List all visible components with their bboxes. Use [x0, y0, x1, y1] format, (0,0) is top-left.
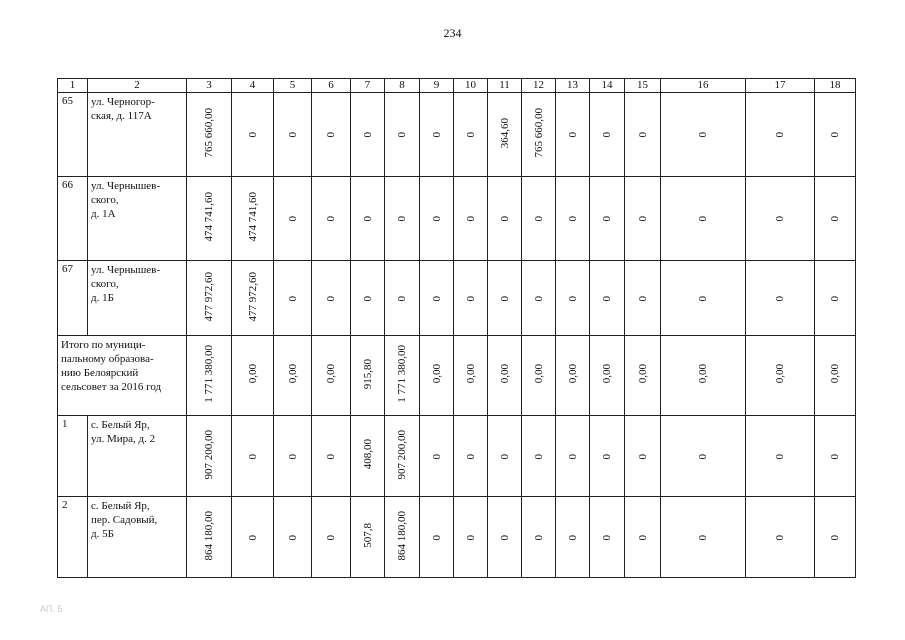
cell-value: 0,00 — [498, 364, 511, 384]
cell-value: 0 — [246, 534, 259, 540]
cell-value: 0 — [636, 132, 649, 138]
table-cell — [661, 177, 746, 261]
cell-value: 0 — [774, 132, 786, 138]
table-cell — [420, 261, 454, 336]
table-cell — [661, 261, 746, 336]
table-cell — [556, 177, 590, 261]
table-cell — [590, 261, 625, 336]
table-cell — [522, 336, 556, 416]
table-cell — [232, 336, 274, 416]
table-cell — [625, 177, 661, 261]
header-row — [58, 79, 856, 93]
data-table — [57, 78, 856, 578]
column-header: 17 — [746, 79, 815, 93]
cell-value: 0 — [286, 534, 299, 540]
total-row — [58, 336, 856, 416]
table-cell — [454, 336, 488, 416]
cell-value: 765 660,00 — [532, 108, 545, 158]
table-cell — [746, 177, 815, 261]
cell-value: 0 — [829, 295, 841, 301]
table-cell — [312, 93, 351, 177]
cell-value: 0 — [286, 295, 299, 301]
table-cell — [488, 416, 522, 497]
table-cell — [187, 177, 232, 261]
cell-value: 864 180,00 — [396, 510, 408, 561]
table-cell — [522, 177, 556, 261]
cell-value: 0 — [325, 534, 337, 540]
table-cell — [556, 93, 590, 177]
cell-value: 0 — [430, 132, 443, 138]
cell-value: 0 — [601, 216, 613, 222]
cell-value: 0,00 — [566, 364, 579, 384]
cell-value: 1 771 380,00 — [203, 345, 215, 403]
table-cell — [590, 336, 625, 416]
cell-value: 0 — [566, 453, 579, 459]
column-header: 6 — [312, 79, 351, 93]
column-header: 8 — [385, 79, 420, 93]
table-cell — [746, 261, 815, 336]
cell-value: 477 972,60 — [203, 271, 215, 322]
cell-value: 0 — [430, 534, 443, 540]
column-header: 14 — [590, 79, 625, 93]
cell-value: 907 200,00 — [203, 429, 215, 480]
column-header: 16 — [661, 79, 746, 93]
cell-value: 0 — [774, 534, 786, 540]
column-header: 4 — [232, 79, 274, 93]
cell-value: 0,00 — [464, 364, 477, 384]
cell-value: 0 — [601, 534, 613, 540]
table-cell — [232, 497, 274, 578]
cell-value: 0,00 — [325, 364, 337, 384]
cell-value: 0 — [361, 295, 374, 301]
table-cell — [522, 93, 556, 177]
table-cell — [815, 497, 856, 578]
column-header: 9 — [420, 79, 454, 93]
cell-value: 474 741,60 — [246, 192, 259, 242]
cell-value: 0 — [566, 132, 579, 138]
table-cell — [274, 177, 312, 261]
table-cell — [274, 416, 312, 497]
cell-value: 0 — [697, 453, 709, 459]
column-header: 2 — [88, 79, 187, 93]
table-cell — [522, 497, 556, 578]
table-cell — [454, 497, 488, 578]
cell-value: 0 — [532, 453, 545, 459]
column-header: 18 — [815, 79, 856, 93]
cell-value: 0,00 — [774, 364, 786, 384]
cell-value: 0 — [829, 216, 841, 222]
row-number: 67 — [58, 261, 88, 336]
table-cell — [351, 261, 385, 336]
cell-value: 0 — [566, 216, 579, 222]
table-cell — [187, 416, 232, 497]
row-number: 66 — [58, 177, 88, 261]
table-cell — [590, 497, 625, 578]
total-label: Итого по муници- пальному образова- нию Белоярский сельсовет за 2016 год — [58, 336, 187, 416]
cell-value: 474 741,60 — [203, 192, 215, 242]
table-cell — [351, 416, 385, 497]
column-header: 15 — [625, 79, 661, 93]
table-cell — [351, 93, 385, 177]
column-header: 1 — [58, 79, 88, 93]
column-header: 12 — [522, 79, 556, 93]
cell-value: 0,00 — [246, 364, 259, 384]
cell-value: 0 — [498, 534, 511, 540]
row-number: 1 — [58, 416, 88, 497]
cell-value: 0 — [697, 534, 709, 540]
column-header: 5 — [274, 79, 312, 93]
cell-value: 0,00 — [532, 364, 545, 384]
cell-value: 0 — [636, 453, 649, 459]
table-cell — [385, 93, 420, 177]
table-cell — [815, 177, 856, 261]
table-cell — [590, 93, 625, 177]
cell-value: 0 — [774, 295, 786, 301]
cell-value: 0 — [464, 216, 477, 222]
cell-value: 0 — [566, 295, 579, 301]
table-cell — [661, 93, 746, 177]
table-cell — [556, 336, 590, 416]
row-number: 2 — [58, 497, 88, 578]
cell-value: 0 — [829, 453, 841, 459]
table-cell — [625, 261, 661, 336]
table-cell — [454, 177, 488, 261]
cell-value: 0,00 — [430, 364, 443, 384]
cell-value: 0 — [325, 295, 337, 301]
table-cell — [625, 93, 661, 177]
cell-value: 864 180,00 — [203, 510, 215, 561]
address-cell: ул. Чернышев- ского, д. 1Б — [88, 261, 187, 336]
cell-value: 0 — [361, 216, 374, 222]
cell-value: 0 — [286, 453, 299, 459]
cell-value: 0 — [601, 453, 613, 459]
table-cell — [454, 261, 488, 336]
table-cell — [522, 416, 556, 497]
table-cell — [815, 93, 856, 177]
cell-value: 0 — [246, 132, 259, 138]
table-cell — [312, 261, 351, 336]
cell-value: 0 — [361, 132, 374, 138]
table-cell — [746, 497, 815, 578]
cell-value: 0 — [430, 216, 443, 222]
cell-value: 765 660,00 — [203, 108, 215, 158]
table-cell — [232, 177, 274, 261]
table-cell — [274, 93, 312, 177]
page-number: 234 — [443, 26, 462, 40]
address-cell: ул. Чернышев- ского, д. 1А — [88, 177, 187, 261]
table-cell — [488, 261, 522, 336]
table-cell — [625, 416, 661, 497]
cell-value: 0 — [498, 216, 511, 222]
cell-value: 507,8 — [361, 523, 374, 548]
cell-value: 0 — [396, 295, 408, 301]
table-cell — [420, 336, 454, 416]
table-cell — [488, 93, 522, 177]
cell-value: 0 — [325, 453, 337, 459]
cell-value: 0 — [286, 216, 299, 222]
cell-value: 0,00 — [829, 364, 841, 384]
table-cell — [661, 497, 746, 578]
table-cell — [815, 336, 856, 416]
row-number: 65 — [58, 93, 88, 177]
table-cell — [274, 336, 312, 416]
table-cell — [556, 416, 590, 497]
cell-value: 0 — [532, 534, 545, 540]
cell-value: 0 — [601, 295, 613, 301]
cell-value: 0,00 — [697, 364, 709, 384]
cell-value: 0 — [464, 295, 477, 301]
table-cell — [232, 93, 274, 177]
table-cell — [556, 497, 590, 578]
cell-value: 0 — [697, 216, 709, 222]
cell-value: 0 — [566, 534, 579, 540]
column-header: 11 — [488, 79, 522, 93]
cell-value: 0 — [396, 216, 408, 222]
table-cell — [661, 416, 746, 497]
table-cell — [274, 497, 312, 578]
table-cell — [815, 416, 856, 497]
table-row — [58, 93, 856, 177]
table-cell — [488, 177, 522, 261]
cell-value: 0 — [636, 216, 649, 222]
cell-value: 0 — [601, 132, 613, 138]
cell-value: 0 — [829, 534, 841, 540]
table-cell — [187, 497, 232, 578]
cell-value: 915,80 — [361, 358, 374, 390]
cell-value: 0,00 — [601, 364, 613, 384]
table-cell — [488, 497, 522, 578]
cell-value: 0 — [396, 132, 408, 138]
cell-value: 0 — [325, 216, 337, 222]
table-cell — [385, 177, 420, 261]
table-cell — [385, 336, 420, 416]
address-cell: с. Белый Яр, ул. Мира, д. 2 — [88, 416, 187, 497]
cell-value: 0,00 — [636, 364, 649, 384]
table-cell — [454, 93, 488, 177]
cell-value: 0 — [286, 132, 299, 138]
table-row — [58, 261, 856, 336]
cell-value: 0 — [464, 132, 477, 138]
table-cell — [187, 261, 232, 336]
table-cell — [522, 261, 556, 336]
table-row — [58, 416, 856, 497]
table-cell — [420, 177, 454, 261]
table-cell — [488, 336, 522, 416]
table-cell — [312, 336, 351, 416]
table-row — [58, 497, 856, 578]
cell-value: 0 — [829, 132, 841, 138]
cell-value: 0 — [532, 216, 545, 222]
table-row — [58, 177, 856, 261]
cell-value: 0,00 — [286, 364, 299, 384]
cell-value: 0 — [532, 295, 545, 301]
table-cell — [274, 261, 312, 336]
cell-value: 1 771 380,00 — [396, 345, 408, 403]
table-cell — [590, 177, 625, 261]
table-cell — [420, 93, 454, 177]
cell-value: 0 — [464, 453, 477, 459]
table-cell — [312, 497, 351, 578]
table-cell — [187, 93, 232, 177]
column-header: 13 — [556, 79, 590, 93]
table-cell — [385, 261, 420, 336]
cell-value: 0 — [697, 132, 709, 138]
cell-value: 0 — [498, 295, 511, 301]
cell-value: 0 — [498, 453, 511, 459]
table-cell — [815, 261, 856, 336]
table-cell — [385, 416, 420, 497]
table-cell — [187, 336, 232, 416]
table-cell — [625, 336, 661, 416]
table-cell — [351, 336, 385, 416]
table-cell — [232, 416, 274, 497]
cell-value: 0 — [636, 534, 649, 540]
cell-value: 0 — [774, 216, 786, 222]
table-cell — [454, 416, 488, 497]
cell-value: 477 972,60 — [246, 271, 259, 322]
column-header: 7 — [351, 79, 385, 93]
cell-value: 907 200,00 — [396, 429, 408, 480]
cell-value: 0 — [430, 295, 443, 301]
table-cell — [232, 261, 274, 336]
corner-mark: АП. 5 — [40, 604, 63, 614]
table-cell — [590, 416, 625, 497]
table-cell — [661, 336, 746, 416]
cell-value: 408,00 — [361, 439, 374, 470]
cell-value: 0 — [430, 453, 443, 459]
table-cell — [625, 497, 661, 578]
column-header: 10 — [454, 79, 488, 93]
table-cell — [556, 261, 590, 336]
table-cell — [312, 416, 351, 497]
table-cell — [312, 177, 351, 261]
table-cell — [351, 177, 385, 261]
cell-value: 364,60 — [498, 117, 511, 149]
table-cell — [746, 336, 815, 416]
cell-value: 0 — [464, 534, 477, 540]
cell-value: 0 — [325, 132, 337, 138]
cell-value: 0 — [636, 295, 649, 301]
table-cell — [385, 497, 420, 578]
address-cell: ул. Черногор- ская, д. 117А — [88, 93, 187, 177]
table-cell — [420, 416, 454, 497]
cell-value: 0 — [246, 453, 259, 459]
table-cell — [420, 497, 454, 578]
cell-value: 0 — [774, 453, 786, 459]
address-cell: с. Белый Яр, пер. Садовый, д. 5Б — [88, 497, 187, 578]
column-header: 3 — [187, 79, 232, 93]
table-cell — [746, 93, 815, 177]
cell-value: 0 — [697, 295, 709, 301]
table-cell — [351, 497, 385, 578]
table-cell — [746, 416, 815, 497]
